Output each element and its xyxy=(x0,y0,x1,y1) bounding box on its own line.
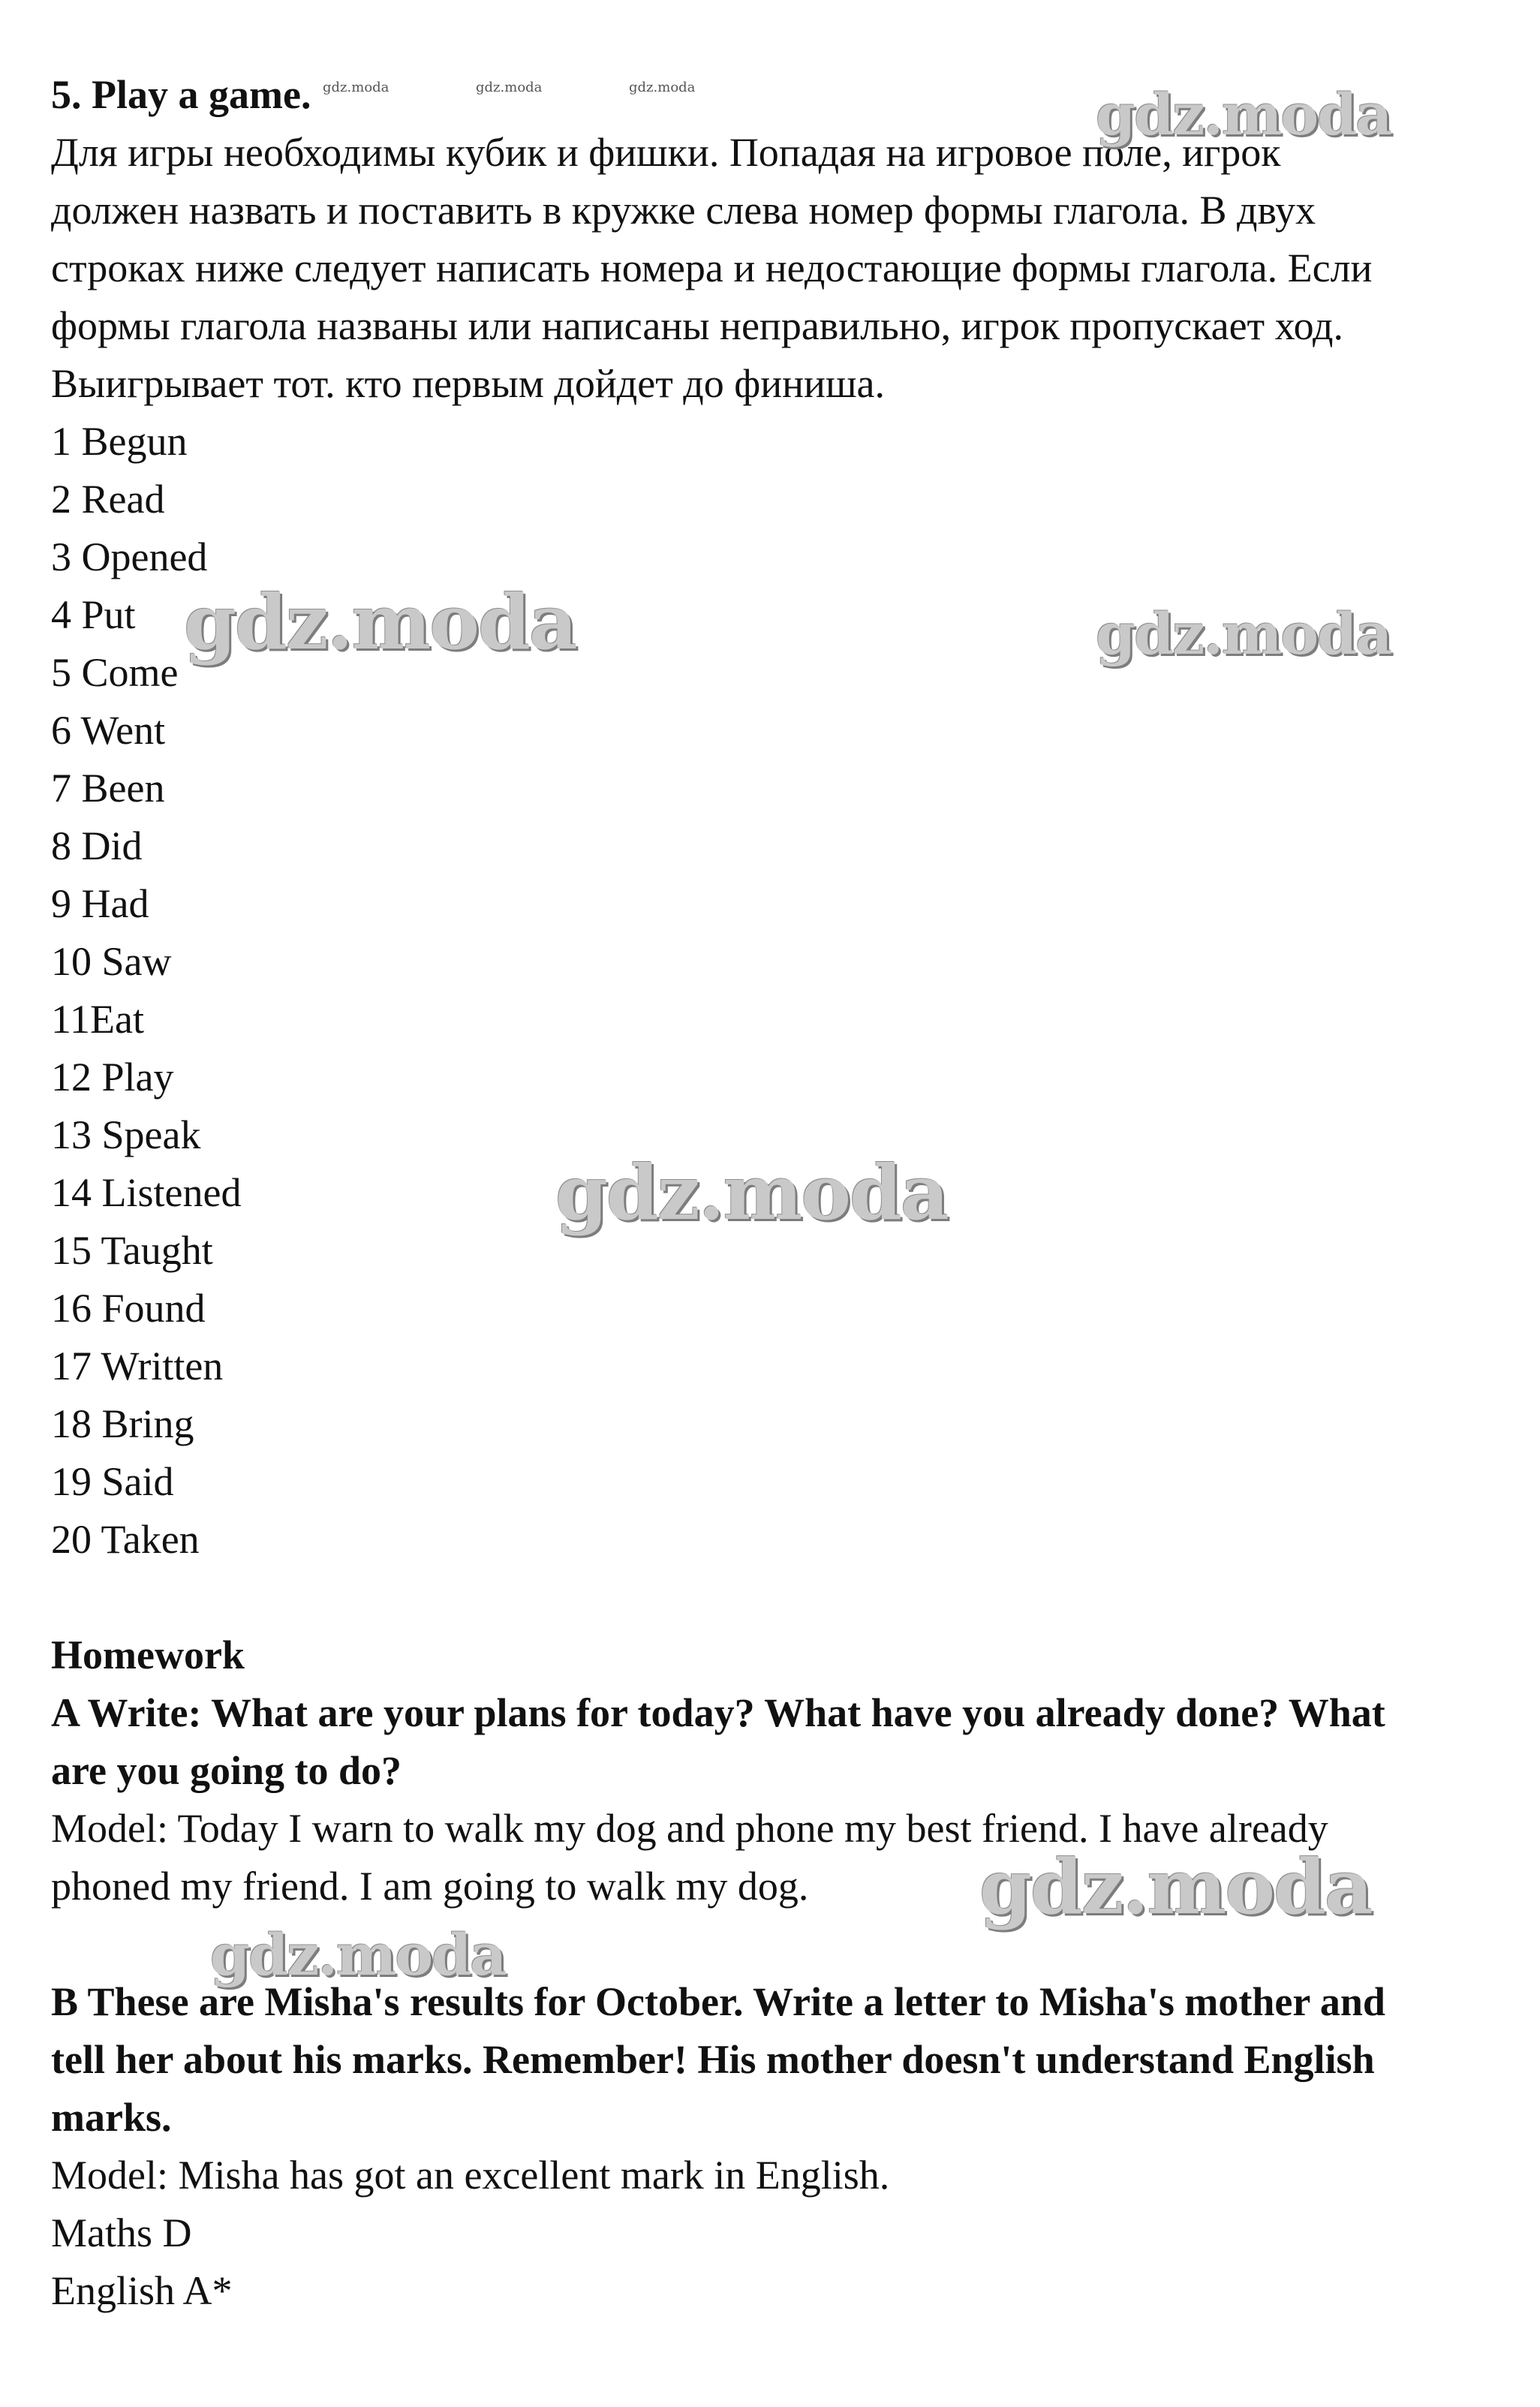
task-b-model: Model: Misha has got an excellent mark in English. xyxy=(51,2153,890,2198)
verb-item: 16 Found xyxy=(51,1286,206,1331)
verb-item: 11Eat xyxy=(51,997,144,1042)
verb-item: 13 Speak xyxy=(51,1112,201,1157)
task-b-prompt: B These are Misha's results for October. Write a letter to Misha's mother and xyxy=(51,1979,1385,2024)
verb-item: 12 Play xyxy=(51,1055,174,1100)
watermark-logo: gdz.moda xyxy=(979,1843,1372,1931)
task-a-prompt: are you going to do? xyxy=(51,1748,402,1793)
watermark-logo: gdz.moda xyxy=(210,1921,506,1988)
verb-item: 18 Bring xyxy=(51,1401,194,1446)
watermark-small: gdz.moda xyxy=(629,80,696,95)
task-a-prompt: A Write: What are your plans for today? What have you already done? What xyxy=(51,1690,1385,1735)
mark-item: Maths D xyxy=(51,2210,192,2255)
instruction-line: Выигрывает тот. кто первым дойдет до финиша. xyxy=(51,361,886,406)
instruction-line: формы глагола названы или написаны неправильно, игрок пропускает ход. xyxy=(51,303,1344,348)
task-b-prompt: tell her about his marks. Remember! His mother doesn't understand English xyxy=(51,2037,1375,2082)
task-a-model: Model: Today I warn to walk my dog and phone my best friend. I have already xyxy=(51,1806,1328,1851)
instruction-line: строках ниже следует написать номера и недостающие формы глагола. Если xyxy=(51,245,1373,290)
instruction-line: Для игры необходимы кубик и фишки. Попадая на игровое поле, игрок xyxy=(51,130,1281,175)
verb-item: 1 Begun xyxy=(51,419,188,464)
mark-item: English A* xyxy=(51,2268,233,2313)
verb-item: 19 Said xyxy=(51,1459,174,1504)
verb-item: 8 Did xyxy=(51,823,143,868)
homework-heading: Homework xyxy=(51,1632,245,1677)
verb-item: 14 Listened xyxy=(51,1170,242,1215)
task-b-prompt: marks. xyxy=(51,2095,172,2140)
watermark-small: gdz.moda xyxy=(476,80,543,95)
verb-item: 3 Opened xyxy=(51,534,208,579)
verb-item: 2 Read xyxy=(51,477,165,522)
watermark-logo: gdz.moda xyxy=(1096,600,1391,667)
instruction-line: должен назвать и поставить в кружке слева номер формы глагола. В двух xyxy=(51,188,1316,233)
verb-item: 6 Went xyxy=(51,708,166,753)
verb-item: 4 Put xyxy=(51,592,136,637)
watermark-logo: gdz.moda xyxy=(1096,81,1391,148)
watermark-logo: gdz.moda xyxy=(184,578,576,666)
verb-item: 7 Been xyxy=(51,766,165,811)
verb-item: 5 Come xyxy=(51,650,179,695)
verb-item: 17 Written xyxy=(51,1343,224,1389)
watermark-small: gdz.moda xyxy=(323,80,390,95)
exercise-title: 5. Play a game. xyxy=(51,72,311,117)
verb-item: 20 Taken xyxy=(51,1517,200,1562)
task-a-model: phoned my friend. I am going to walk my dog. xyxy=(51,1864,809,1909)
verb-item: 15 Taught xyxy=(51,1228,213,1273)
watermark-logo: gdz.moda xyxy=(555,1148,948,1237)
verb-item: 9 Had xyxy=(51,881,149,926)
verb-item: 10 Saw xyxy=(51,939,172,984)
